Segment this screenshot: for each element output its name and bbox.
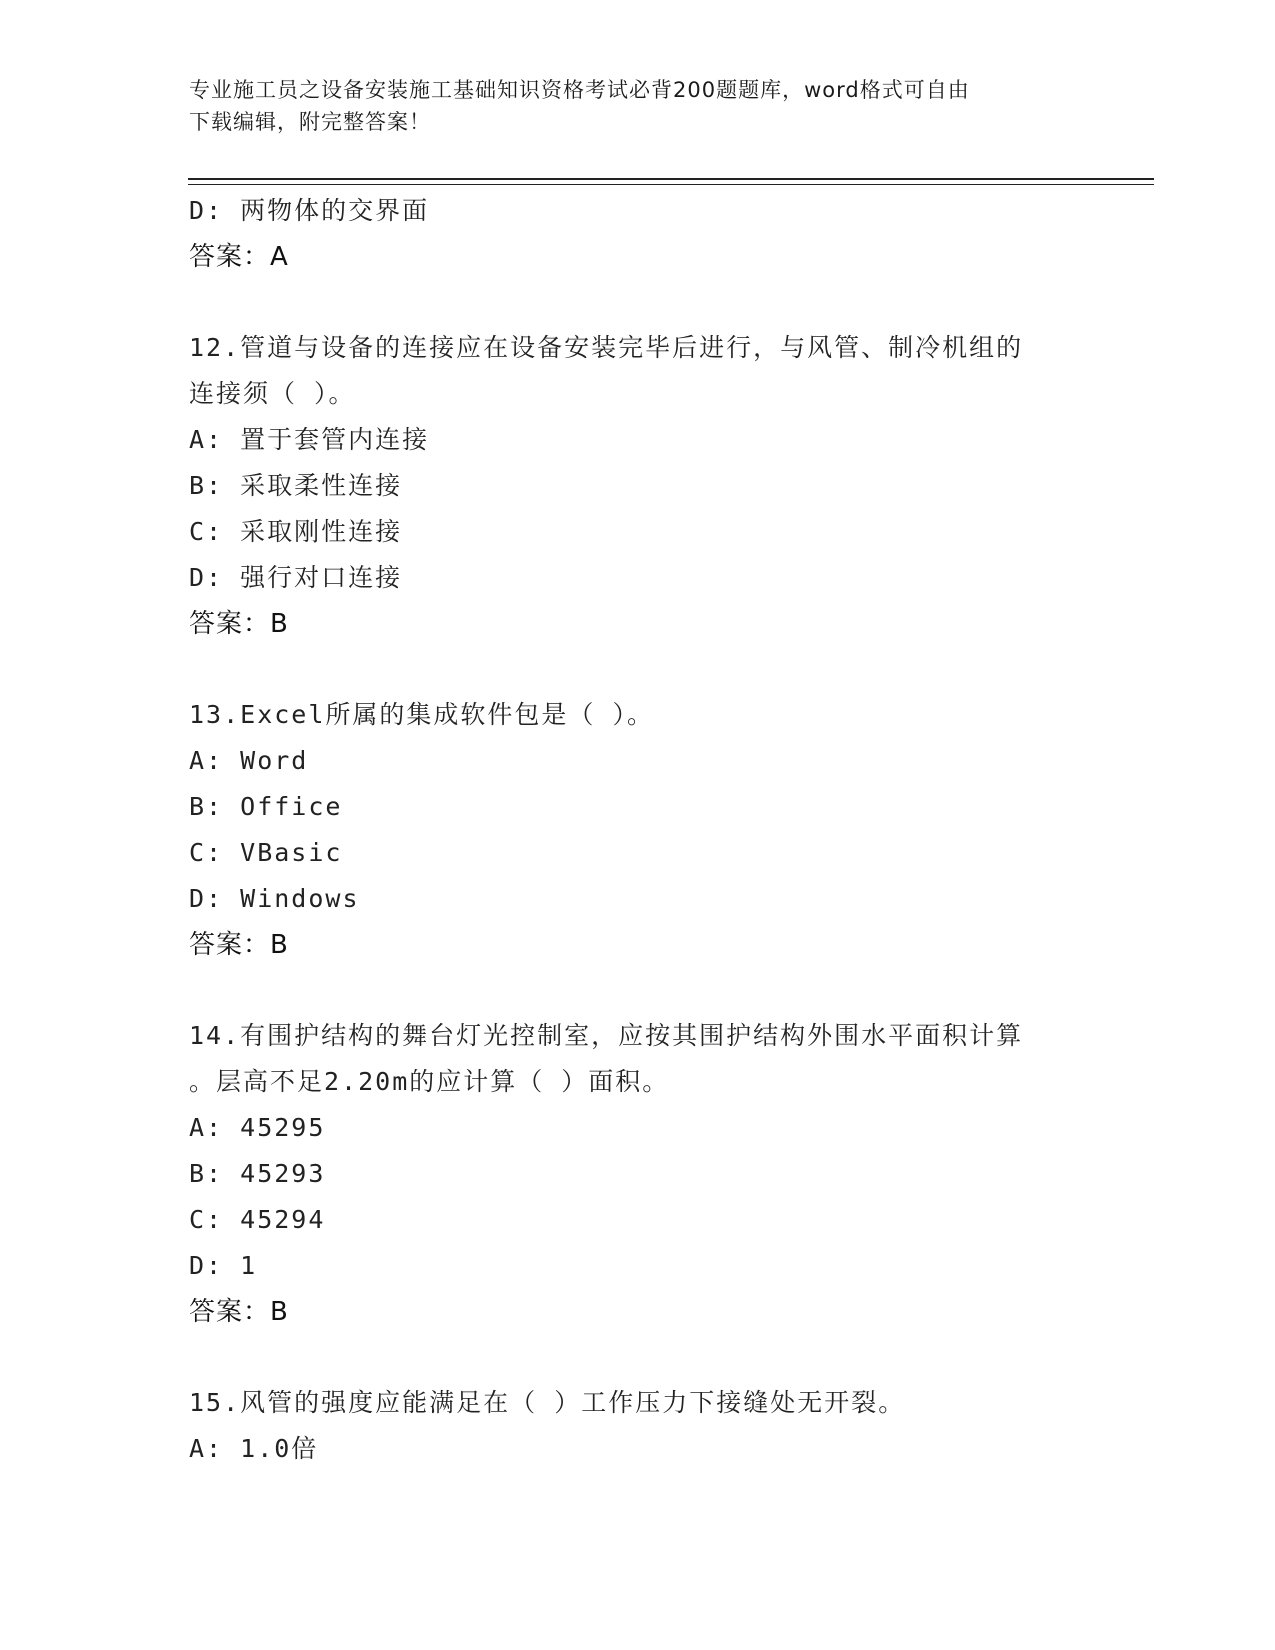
- answer-line: 答案：B: [189, 1297, 289, 1327]
- header-line-2: 下载编辑，附完整答案！: [189, 110, 431, 134]
- answer-line: 答案：B: [189, 930, 289, 960]
- question-13: [189, 692, 1089, 968]
- option-d: D: 两物体的交界面: [189, 196, 430, 225]
- option-b: B: Office: [189, 792, 343, 821]
- option-d: D: Windows: [189, 884, 360, 913]
- option-d: D: 1: [189, 1251, 258, 1280]
- answer-line: 答案：B: [189, 609, 289, 639]
- question-stem: 12.管道与设备的连接应在设备安装完毕后进行，与风管、制冷机组的: [189, 333, 1024, 362]
- header-line-1: 专业施工员之设备安装施工基础知识资格考试必背200题题库，word格式可自由: [189, 78, 970, 102]
- option-a: A: Word: [189, 746, 309, 775]
- question-14: [189, 1013, 1089, 1335]
- option-d: D: 强行对口连接: [189, 563, 403, 592]
- option-c: C: 45294: [189, 1205, 326, 1234]
- option-c: C: VBasic: [189, 838, 343, 867]
- header-rule-thick: [188, 178, 1154, 180]
- question-stem: 。层高不足2.20m的应计算（ ）面积。: [189, 1067, 670, 1096]
- answer-line: 答案：A: [189, 242, 289, 272]
- question-stem: 13.Excel所属的集成软件包是（ ）。: [189, 700, 654, 729]
- question-stem: 连接须（ ）。: [189, 379, 356, 408]
- question-content: [189, 188, 1089, 1472]
- header-rule-thin: [188, 184, 1154, 185]
- question-12: [189, 325, 1089, 647]
- previous-question-tail: [189, 188, 1089, 280]
- question-stem: 14.有围护结构的舞台灯光控制室，应按其围护结构外围水平面积计算: [189, 1021, 1024, 1050]
- question-stem: 15.风管的强度应能满足在（ ）工作压力下接缝处无开裂。: [189, 1388, 906, 1417]
- option-b: B: 采取柔性连接: [189, 471, 403, 500]
- option-a: A: 置于套管内连接: [189, 425, 430, 454]
- option-b: B: 45293: [189, 1159, 326, 1188]
- document-header: [189, 74, 1089, 138]
- option-a: A: 45295: [189, 1113, 326, 1142]
- option-a: A: 1.0倍: [189, 1434, 319, 1463]
- option-c: C: 采取刚性连接: [189, 517, 403, 546]
- question-15: [189, 1380, 1089, 1472]
